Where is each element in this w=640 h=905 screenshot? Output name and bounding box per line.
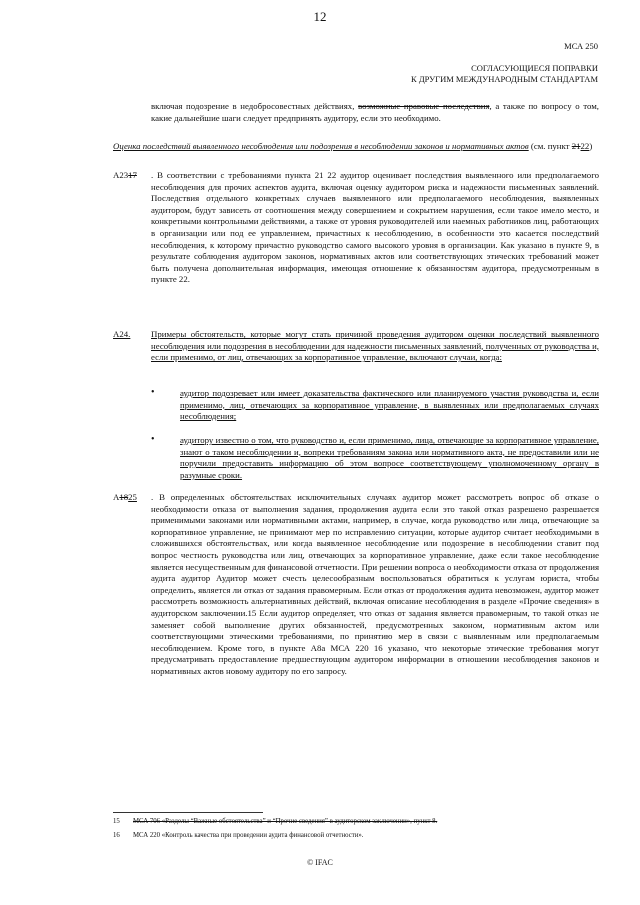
footnote-number: 15 [113, 818, 120, 825]
paragraph-number: A24. [113, 329, 131, 339]
running-header-line2: К ДРУГИМ МЕЖДУНАРОДНЫМ СТАНДАРТАМ [411, 74, 598, 84]
intro-paragraph: включая подозрение в недобросовестных действиях, возможные правовые последствия, а также по вопросу о том, какие дальнейшие шаги следует предпринять аудитору, если это необходимо. [151, 101, 599, 123]
bullet-icon: • [151, 387, 155, 398]
footnote-separator [113, 812, 263, 813]
paragraph-text: . В определенных обстоятельствах исключительных случаях аудитор может рассмотреть вопрос об отказе о необходимости отказа от выполнения задания, продолжения аудита если это такой отказ разрешено разрешается применимыми законами или нормативными актами, например, в случае, когда руководство или лица, отвечающие за корпоративное управление, не принимают мер по исправлению ситуации, которые аудитор считает необходимыми в сложившихся обстоятельствах, или когда выявленное несоблюдение или подозрение в несоблюдении ставит под вопрос честность руководства или лиц, отвечающих за корпоративное управление, даже если такое несоблюдение является несущественным для финансовой отчетности. При решении вопроса о необходимости отказа от продолжения аудита аудитор Аудитор может счесть целесообразным воспользоваться обратиться к услугам юриста, чтобы определить, является ли отказ от задания правомерным. Если отказ от продолжения аудита невозможен, аудитор может рассмотреть возможность альтернативных действий, включая описание несоблюдения в разделе «Прочие сведения» в аудиторском заключении.15 Если аудитор определяет, что отказ от задания является правомерным, то такой отказ не заменяет собой выполнение других обязанностей, предусмотренных законом, нормативным актом или соответствующими этическими требованиями, по принятию мер в связи с выявленным или предполагаемым несоблюдением. Кроме того, в пункте A8a МСА 220 16 указано, что некоторые этические требования могут предусматривать предоставление предшествующим аудитором информации в отношении несоблюдения законов и нормативных актов новому аудитору по его запросу. [151, 492, 599, 676]
footnote-text: МСА 706 «Разделы “Важные обстоятельства” и “Прочие сведения” в аудиторском заключении», пункт 8. [133, 818, 438, 825]
paragraph-number: A2317 [113, 170, 137, 180]
copyright: © IFAC [307, 858, 333, 867]
standard-code: МСА 250 [564, 41, 598, 51]
paragraph-text: . В соответствии с требованиями пункта 21 22 аудитор оценивает последствия выявленного или предполагаемого несоблюдения для прочих аспектов аудита, включая оценку аудитором риска и надежности письменных заявлений. Последствия отдельного конкретных случаев выявленного или предполагаемого несоблюдения, выявленных аудитором, будут зависеть от соотношения между совершением и сокрытием нарушения, если такое имело место, и конкретными контрольными действиями, а также от уровня руководителей или наемных работников лиц, работающих в организации или под ее управлением, причастных к несоблюдению, в особенности это касается последствий несоблюдения, к которому причастно руководство самого высокого уровня в организации. Как указано в пункте 9, в результате соблюдения аудитором законов, нормативных актов или соответствующих этических требований может быть получена дополнительная информация, имеющая отношение к обязанностям аудитора, предусмотренным в пункте 22. [151, 170, 599, 285]
section-heading: Оценка последствий выявленного несоблюдения или подозрения в несоблюдении законов и нормативных актов (см. пункт 2122) [113, 141, 593, 151]
bullet-text: аудитор подозревает или имеет доказательства фактического или планируемого участия руководства и, если применимо, лиц, отвечающих за корпоративное управление, в выявленных или предполагаемых случаях несоблюдения; [180, 388, 599, 422]
struck-text: возможные правовые последствия [358, 101, 490, 111]
bullet-text: аудитору известно о том, что руководство и, если применимо, лица, отвечающие за корпоративное управление, знают о таком несоблюдении и, вопреки требованиям закона или нормативного акта, не предоставили или не поручили предоставить информацию об этом вопросе соответствующему уполномоченному органу в разумные сроки. [180, 435, 599, 480]
page-number: 12 [313, 9, 327, 24]
paragraph-number: A1825 [113, 492, 137, 502]
footnote-text: МСА 220 «Контроль качества при проведении аудита финансовой отчетности». [133, 832, 364, 839]
running-header-line1: СОГЛАСУЮЩИЕСЯ ПОПРАВКИ [471, 63, 598, 73]
footnote-number: 16 [113, 832, 120, 839]
bullet-icon: • [151, 434, 155, 445]
running-header [411, 63, 598, 85]
paragraph-text: Примеры обстоятельств, которые могут стать причиной проведения аудитором оценки последствий выявленного несоблюдения или подозрения в несоблюдении для надежности письменных заявлений, полученных от руководства и, если применимо, от лиц, отвечающих за корпоративное управление, включают случаи, когда: [151, 329, 599, 363]
